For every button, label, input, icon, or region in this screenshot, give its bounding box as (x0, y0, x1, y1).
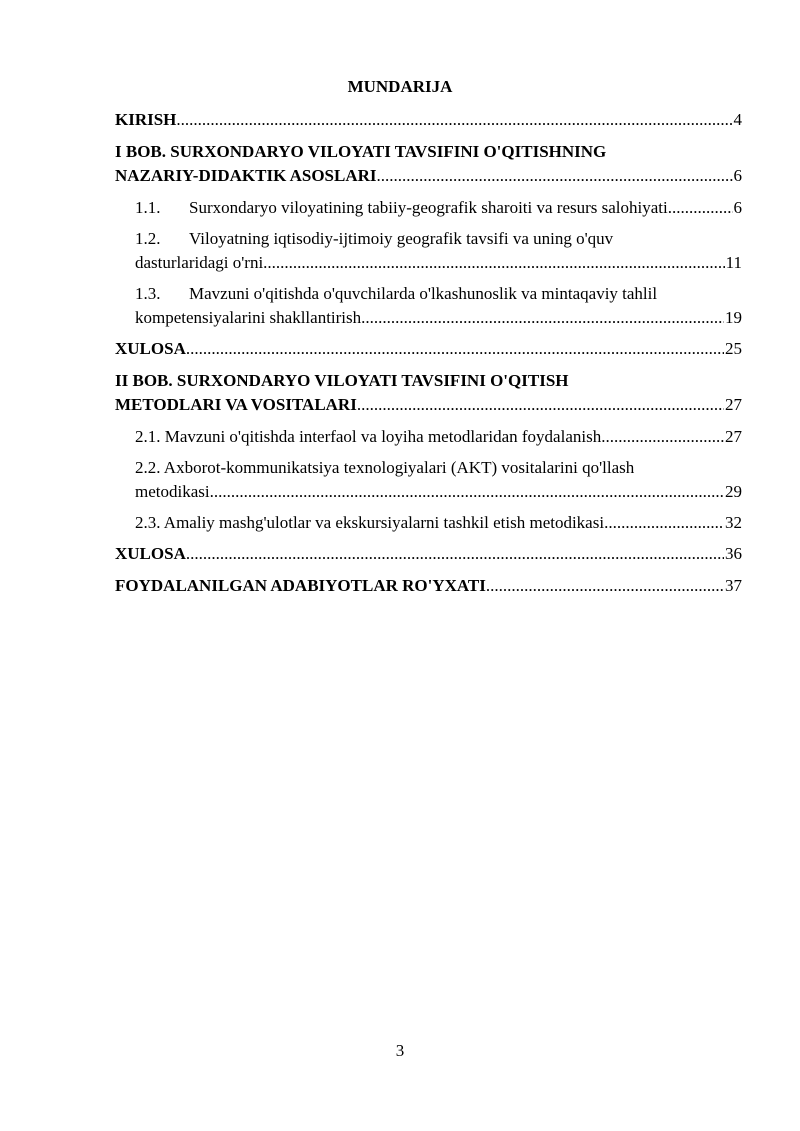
toc-page-number: 25 (725, 339, 742, 358)
toc-entry-1-3[interactable] (135, 282, 742, 330)
dot-leader (361, 306, 724, 330)
toc-page-number: 36 (725, 544, 742, 563)
toc-page-number: 37 (725, 576, 742, 595)
toc-entry-title-line1: Mavzuni o'qitishda o'quvchilarda o'lkashunoslik va mintaqaviy tahlil (189, 284, 658, 303)
toc-entry-kirish[interactable] (115, 108, 742, 132)
toc-page-number: 27 (725, 427, 742, 446)
toc-entry-title-line2: metodikasi (135, 482, 210, 501)
toc-entry-1-2[interactable] (135, 227, 742, 275)
toc-page-number: 32 (725, 513, 742, 532)
toc-entry-title: KIRISH (115, 110, 177, 129)
toc-entry-xulosa-2[interactable] (115, 542, 742, 566)
toc-entry-2-1[interactable] (135, 425, 742, 449)
section-number: 1.2. (135, 229, 161, 248)
toc-entry-1-1[interactable] (135, 196, 742, 220)
toc-entry-title: 2.1. Mavzuni o'qitishda interfaol va loyiha metodlaridan foydalanish (135, 427, 602, 446)
toc-entry-title-line1: 2.2. Axborot-kommunikatsiya texnologiyalari (AKT) vositalarini qo'llash (135, 458, 635, 477)
dot-leader (176, 108, 732, 132)
dot-leader (601, 425, 724, 449)
dot-leader (486, 574, 724, 598)
toc-page-number: 27 (725, 395, 742, 414)
dot-leader (377, 164, 733, 188)
toc-page-number: 11 (725, 253, 742, 272)
toc-page-number: 19 (725, 308, 742, 327)
dot-leader (210, 480, 724, 504)
toc-entry-title-line2: dasturlaridagi o'rni (135, 253, 264, 272)
toc-entry-title: FOYDALANILGAN ADABIYOTLAR RO'YXATI (115, 576, 486, 595)
dot-leader (604, 511, 724, 535)
table-of-contents (115, 108, 742, 606)
toc-entry-adabiyotlar[interactable] (115, 574, 742, 598)
section-number: 1.3. (135, 284, 161, 303)
dot-leader (357, 393, 724, 417)
section-number: 1.1. (135, 198, 161, 217)
toc-entry-title-line2: kompetensiyalarini shakllantirish (135, 308, 362, 327)
toc-entry-title-line1: I BOB. SURXONDARYO VILOYATI TAVSIFINI O'QITISHNING (115, 142, 607, 161)
toc-page-number: 6 (733, 198, 742, 217)
page-number: 3 (395, 1041, 405, 1060)
toc-entry-bob-1[interactable] (115, 140, 742, 188)
toc-entry-title-line1: Viloyatning iqtisodiy-ijtimoiy geografik tavsifi va uning o'quv (189, 229, 614, 248)
toc-entry-title-line1: II BOB. SURXONDARYO VILOYATI TAVSIFINI O'QITISH (115, 371, 569, 390)
dot-leader (668, 196, 733, 220)
dot-leader (186, 337, 724, 361)
toc-entry-2-3[interactable] (135, 511, 742, 535)
toc-entry-title: XULOSA (115, 544, 186, 563)
toc-entry-xulosa-1[interactable] (115, 337, 742, 361)
toc-entry-2-2[interactable] (135, 456, 742, 504)
toc-entry-bob-2[interactable] (115, 369, 742, 417)
toc-entry-title: XULOSA (115, 339, 186, 358)
toc-page-number: 6 (733, 166, 742, 185)
page-title: MUNDARIJA (347, 77, 453, 96)
toc-entry-title: 2.3. Amaliy mashg'ulotlar va ekskursiyalarni tashkil etish metodikasi (135, 513, 605, 532)
toc-page-number: 29 (725, 482, 742, 501)
toc-entry-title: Surxondaryo viloyatining tabiiy-geografik sharoiti va resurs salohiyati (189, 198, 668, 217)
toc-entry-title-line2: NAZARIY-DIDAKTIK ASOSLARI (115, 166, 377, 185)
toc-entry-title-line2: METODLARI VA VOSITALARI (115, 395, 357, 414)
dot-leader (186, 542, 724, 566)
dot-leader (263, 251, 724, 275)
toc-page-number: 4 (733, 110, 742, 129)
